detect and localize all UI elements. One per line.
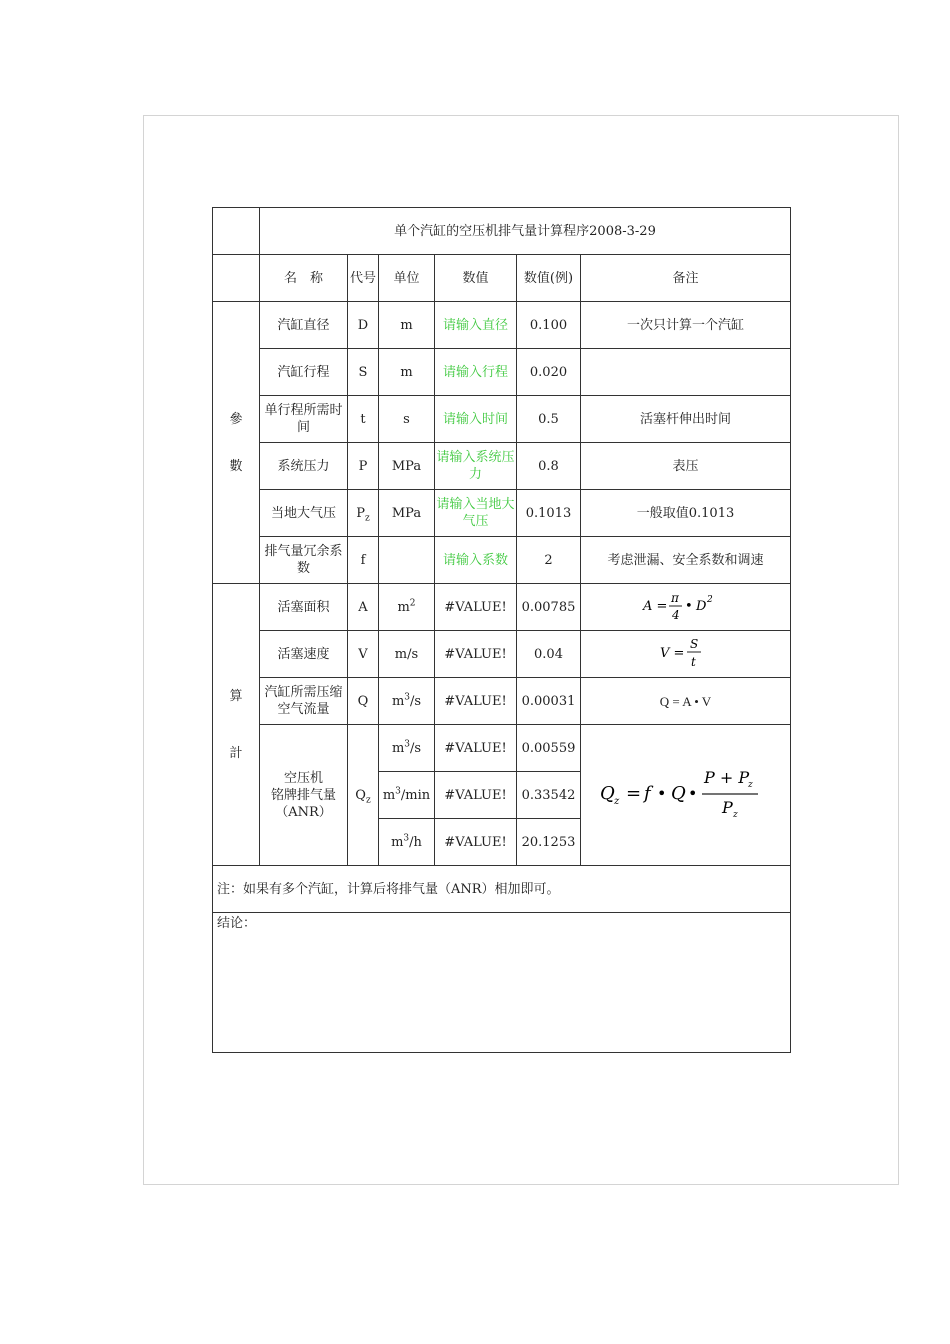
sheet-title: 单个汽缸的空压机排气量计算程序2008-3-29 [260, 208, 791, 255]
section-calc-label [213, 584, 260, 866]
svg-text:P: P [721, 797, 733, 817]
cell-value: #VALUE! [435, 725, 517, 772]
header-code: 代号 [348, 255, 379, 302]
cell-name: 单行程所需时间 [260, 396, 348, 443]
header-blank [213, 255, 260, 302]
cell-name: 活塞速度 [260, 631, 348, 678]
input-system-pressure[interactable]: 请输入系统压力 [435, 443, 517, 490]
section-params-bottom: 數 [229, 458, 243, 474]
svg-text:•: • [656, 783, 666, 803]
note-text: 注：如果有多个汽缸，计算后将排气量（ANR）相加即可。 [213, 866, 791, 913]
cell-name: 系统压力 [260, 443, 348, 490]
section-params-label [213, 302, 260, 584]
cell-code: P [348, 443, 379, 490]
svg-text:P + P: P + P [703, 767, 749, 787]
calc-sheet [212, 207, 791, 1053]
cell-unit: $m^3/\min$ [379, 772, 435, 819]
cell-name: 活塞面积 [260, 584, 348, 631]
cell-code: Q [348, 678, 379, 725]
svg-text:z: z [613, 795, 619, 807]
input-time[interactable]: 请输入时间 [435, 396, 517, 443]
input-redundancy-factor[interactable]: 请输入系数 [435, 537, 517, 584]
svg-text:A =: A = [642, 598, 667, 614]
header-row [213, 255, 791, 302]
cell-code: $P_z$ [348, 490, 379, 537]
svg-text:D: D [695, 598, 706, 614]
table-row [213, 678, 791, 725]
anr-name-line2: 铭牌排气量 [270, 787, 336, 803]
table-row [213, 443, 791, 490]
header-remark: 备注 [581, 255, 791, 302]
cell-name: 汽缸行程 [260, 349, 348, 396]
cell-remark: 活塞杆伸出时间 [581, 396, 791, 443]
svg-text:4: 4 [671, 607, 680, 622]
anr-name-line1: 空压机 [283, 770, 323, 786]
input-stroke[interactable]: 请输入行程 [435, 349, 517, 396]
cell-example: 0.1013 [517, 490, 581, 537]
header-unit: 单位 [379, 255, 435, 302]
cell-value: #VALUE! [435, 631, 517, 678]
cell-code: S [348, 349, 379, 396]
header-example: 数值(例) [517, 255, 581, 302]
svg-text:π: π [670, 590, 679, 605]
header-value: 数值 [435, 255, 517, 302]
anr-name-line3: （ANR） [275, 804, 332, 820]
formula-area [581, 584, 791, 631]
corner-cell [213, 208, 260, 255]
svg-text:•: • [687, 783, 697, 803]
conclusion-row [213, 913, 791, 1053]
cell-code: A [348, 584, 379, 631]
svg-text:•: • [684, 598, 693, 614]
table-row [213, 537, 791, 584]
cell-name: 汽缸所需压缩空气流量 [260, 678, 348, 725]
svg-text:S: S [689, 636, 698, 651]
cell-example: 0.8 [517, 443, 581, 490]
cell-example: 0.100 [517, 302, 581, 349]
section-calc-top: 算 [229, 688, 243, 704]
cell-remark: 一般取值0.1013 [581, 490, 791, 537]
cell-unit: m/s [379, 631, 435, 678]
cell-remark: 一次只计算一个汽缸 [581, 302, 791, 349]
cell-unit: m [379, 349, 435, 396]
formula-anr [581, 725, 791, 866]
cell-unit: $m^2$ [379, 584, 435, 631]
cell-value: #VALUE! [435, 584, 517, 631]
table-row [213, 490, 791, 537]
input-atmospheric-pressure[interactable]: 请输入当地大气压 [435, 490, 517, 537]
table-row [213, 396, 791, 443]
cell-remark: 表压 [581, 443, 791, 490]
cell-code: D [348, 302, 379, 349]
cell-unit: $m^3/h$ [379, 819, 435, 866]
cell-example: 0.33542 [517, 772, 581, 819]
cell-example: 0.04 [517, 631, 581, 678]
cell-example: 0.00785 [517, 584, 581, 631]
cell-example: 0.00031 [517, 678, 581, 725]
cell-unit: s [379, 396, 435, 443]
cell-value: #VALUE! [435, 772, 517, 819]
svg-text:z: z [747, 779, 753, 790]
cell-name: 排气量冗余系数 [260, 537, 348, 584]
cell-unit: $m^3/s$ [379, 678, 435, 725]
cell-example: 0.00559 [517, 725, 581, 772]
conclusion-label: 结论： [217, 916, 257, 931]
table-row [213, 725, 791, 772]
input-diameter[interactable]: 请输入直径 [435, 302, 517, 349]
svg-text:z: z [732, 809, 738, 820]
cell-example: 20.1253 [517, 819, 581, 866]
cell-unit [379, 537, 435, 584]
cell-unit: MPa [379, 443, 435, 490]
cell-example: 0.5 [517, 396, 581, 443]
note-row [213, 866, 791, 913]
cell-name: 汽缸直径 [260, 302, 348, 349]
cell-example: 2 [517, 537, 581, 584]
cell-code: f [348, 537, 379, 584]
svg-text:2: 2 [706, 594, 713, 605]
cell-code: t [348, 396, 379, 443]
svg-text:V =: V = [659, 645, 684, 661]
cell-value: #VALUE! [435, 678, 517, 725]
cell-name: 当地大气压 [260, 490, 348, 537]
cell-example: 0.020 [517, 349, 581, 396]
cell-remark [581, 349, 791, 396]
svg-text:f: f [643, 782, 651, 804]
table-row [213, 349, 791, 396]
table-row [213, 631, 791, 678]
cell-remark: 考虑泄漏、安全系数和调速 [581, 537, 791, 584]
section-calc-bottom: 計 [229, 745, 243, 761]
anr-code: $Q_z$ [348, 725, 379, 866]
cell-unit: $m^3/s$ [379, 725, 435, 772]
anr-name [260, 725, 348, 866]
table-row [213, 302, 791, 349]
formula-anr-svg [596, 765, 776, 821]
svg-text:Q: Q [599, 782, 615, 804]
section-params-top: 參 [229, 411, 243, 427]
formula-velocity-svg [656, 633, 716, 671]
cell-code: V [348, 631, 379, 678]
svg-text:t: t [690, 654, 696, 669]
conclusion-field[interactable] [213, 913, 791, 1053]
formula-flow: Q = A • V [581, 678, 791, 725]
cell-unit: MPa [379, 490, 435, 537]
cell-value: #VALUE! [435, 819, 517, 866]
header-name: 名 称 [260, 255, 348, 302]
svg-text:=: = [625, 782, 641, 804]
table-row [213, 584, 791, 631]
svg-text:Q: Q [670, 782, 686, 804]
cell-unit: m [379, 302, 435, 349]
formula-area-svg [641, 586, 731, 624]
formula-velocity [581, 631, 791, 678]
